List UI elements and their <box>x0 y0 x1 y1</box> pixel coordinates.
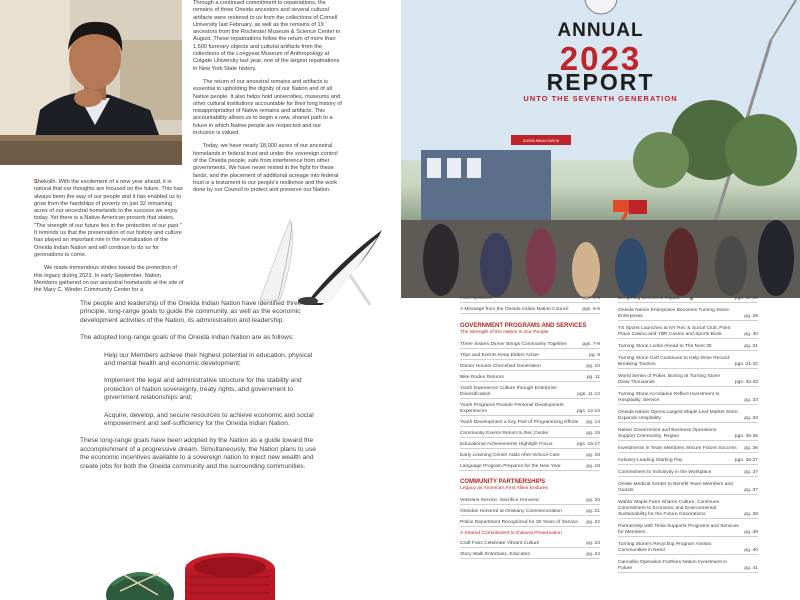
toc-page: pg. 15 <box>586 431 600 436</box>
toc-row[interactable] <box>618 356 758 369</box>
toc-row[interactable] <box>618 326 758 339</box>
toc-title: TS Sports Launches at NY Rec & Social Club, Point Place Casino and YBR Casino and Sports Book <box>618 326 731 337</box>
toc-row[interactable] <box>460 307 600 314</box>
cover-subtitle: UNTO THE SEVENTH GENERATION <box>523 94 678 103</box>
drop-cap: S <box>34 179 38 185</box>
toc-page: pg. 30 <box>744 332 758 337</box>
toc-title: Turning Stone Accolades Reflect Investment In Hospitality, Service <box>618 392 720 403</box>
letter-paragraph: The return of our ancestral remains and artifacts is essential to upholding the dignity of our Nation and of all Native people. It also helps hold universities, museums and other cultural institutions accountable for their long history of misappropriation of Native remains and artifacts. This accountability allows us to begin a new, shared path to a future in which Native people are respected and our inclusion is valued. <box>193 78 342 137</box>
toc-row[interactable] <box>460 552 600 559</box>
toc-page: pg. 37 <box>744 488 758 493</box>
toc-title: Partnership with Tesla Supports Programs and Services for Members <box>618 524 739 535</box>
toc-row[interactable] <box>618 410 758 423</box>
toc-row[interactable] <box>460 464 600 471</box>
toc-row[interactable] <box>460 520 600 527</box>
toc-row[interactable] <box>460 364 600 371</box>
toc-row[interactable] <box>460 403 600 416</box>
toc-page: pg. 29 <box>744 314 758 319</box>
building-banner: ONEIDA INDIAN NATION <box>522 139 560 143</box>
toc-column-1 <box>460 296 600 563</box>
toc-title: Language Program Prepares for the New Year <box>460 464 561 469</box>
toc-row[interactable] <box>618 428 758 441</box>
toc-title: Industry-Leading Starting Pay <box>618 458 683 463</box>
toc-title: Commitment to Inclusivity in the Workplace <box>618 470 712 475</box>
toc-title: Youth Programs Provide Personal Development Experiences <box>460 403 564 414</box>
seal-text <box>577 0 625 1</box>
toc-title: Community Events Return to Rec Center <box>460 431 549 436</box>
toc-title: Story Walk Entertains, Educates <box>460 552 530 557</box>
letter-opening <box>34 179 184 259</box>
toc-row[interactable] <box>618 470 758 477</box>
toc-page: pgs. 36-37 <box>734 458 758 463</box>
toc-page: pgs. 12-14 <box>576 409 600 414</box>
portrait-illustration <box>0 0 182 165</box>
toc-page: pg. 36 <box>744 446 758 451</box>
toc-row[interactable] <box>618 542 758 555</box>
long-range-goals <box>80 300 320 480</box>
toc-page: pgs. 28-29 <box>734 296 758 301</box>
toc-title: Oneida Nation Enterprises Becomes Turning Stone Enterprises <box>618 308 729 319</box>
toc-title: Wahta' Maple Farm Shares Culture, Continues Commitment to Economic and Environmental Sustainability for the Future Generations <box>618 500 720 517</box>
toc-row[interactable] <box>618 344 758 351</box>
toc-title: A Shared Commitment to Cultural Preservation <box>460 531 562 536</box>
letter-paragraph: Through a continued commitment to repatriations, the remains of three Oneida ancestors and several cultural artifacts were restored to us from the collections of Cornell University last February, as well as the remains of 19 ancestors from the Rochester Museum & Science Center in August. These repatriations follow the return of more than 1,500 funerary objects and cultural artifacts from the collections of the Longyear Museum of Anthropology at Colgate University last year, one of the largest repatriations in New York State history. <box>193 0 341 72</box>
letter-paragraph: We made tremendous strides toward the protection of this legacy during 2023. In early September, Nation Members gathered on our ancestral homelands at the site of the Mary C. Winder Community Center for a <box>34 265 184 294</box>
toc-page: pg. 40 <box>744 548 758 553</box>
toc-title: Police Department Recognized for 30 Years of Service <box>460 520 578 525</box>
letter-left-column <box>34 179 184 300</box>
toc-title: Oneida Nation Opens Largest Maple Leaf Market Store, Expands Hospitality <box>618 410 739 421</box>
toc-section-rows <box>460 498 600 559</box>
toc-title: Turning Stone Golf Continues to Help Drive Record-Breaking Tourism <box>618 356 731 367</box>
toc-page: pg. 22 <box>586 520 600 525</box>
toc-title: Nation Government and Business Operations Support Community, Region <box>618 428 717 439</box>
toc-row[interactable] <box>618 500 758 519</box>
cover-title-annual: ANNUAL <box>557 20 644 41</box>
toc-row[interactable] <box>618 392 758 405</box>
toc-title: World Series of Poker, Boxing at Turning Stone Draw Thousands <box>618 374 721 385</box>
toc-title: Three Sisters Dinner Brings Community Together <box>460 342 567 347</box>
portrait-photo <box>0 0 182 165</box>
toc-title: Investments in Team Members Secure Future Success <box>618 446 737 451</box>
letter-paragraph: Today, we have nearly 18,000 acres of our ancestral homelands in federal trust and under the sovereign control of the Oneida people, safe from interference from other governments. We have never rested in the fight for these lands, and the placement of additional acreage into federal trust is a testament to our people's resilience and the work done by our Council to protect and preserve our Nation. <box>193 143 339 194</box>
toc-title: Trips and Events Keep Elders Active <box>460 353 539 358</box>
toc-title: Veterans Service, Sacrifice Honored <box>460 498 539 503</box>
toc-page: pg. 24 <box>586 552 600 557</box>
toc-page: pgs. 35-36 <box>734 434 758 439</box>
toc-page: pg. 41 <box>744 566 758 571</box>
toc-page: pg. 31 <box>744 344 758 349</box>
toc-page: pg. 14 <box>586 420 600 425</box>
toc-row[interactable] <box>460 541 600 548</box>
toc-title: Educational Achievements Highlight Focus <box>460 442 553 447</box>
toc-page: pg. 18 <box>586 464 600 469</box>
toc-row[interactable] <box>618 308 758 321</box>
toc-section-heading: COMMUNITY PARTNERSHIPS <box>460 479 546 485</box>
toc-row[interactable] <box>618 446 758 453</box>
toc-row[interactable] <box>618 458 758 465</box>
toc-row[interactable] <box>460 296 600 303</box>
toc-row[interactable] <box>460 386 600 399</box>
toc-page: pg. 39 <box>744 530 758 535</box>
toc-title: A Message from the Oneida Indian Nation Council <box>460 307 569 312</box>
letter-right-column <box>193 0 343 200</box>
toc-page: pg. 21 <box>586 509 600 514</box>
toc-title: Brings Big Economic Impact <box>618 296 680 301</box>
goals-closing: These long-range goals have been adopted by the Nation as a guide toward the accomplishment of a progressive dream. Simultaneously, the Nation plans to use the economic incentives available to a sovereign nation to inject new wealth and create jobs for both the Oneida community and the surrounding communities. <box>80 437 316 470</box>
toc-row[interactable] <box>460 442 600 449</box>
toc-page: pg. 38 <box>744 512 758 517</box>
toc-title: Craft Fairs Celebrate Vibrant Culture <box>460 541 540 546</box>
toc-section-heading: GOVERNMENT PROGRAMS AND SERVICES <box>460 323 587 329</box>
toc-section-rows <box>460 342 600 471</box>
toc-page: pg. 11 <box>586 375 600 380</box>
toc-row[interactable] <box>460 509 600 516</box>
toc-page: pg. 9 <box>589 353 600 358</box>
toc-page: pgs. 31-32 <box>734 362 758 367</box>
toc-title: Cannabis Operation Furthers Nation Investment in Future <box>618 560 728 571</box>
toc-row[interactable] <box>460 453 600 460</box>
baskets-illustration <box>100 525 290 600</box>
toc-title: Turning Stone Looks Ahead to The Next 30 <box>618 344 712 349</box>
letter-opening-text: hekolih. With the excitement of a new year ahead, it is natural that our thoughts are focused on the future. This has always been the way of our people and it has enabled us to grow from the hardships of poverty on just 32 remaining acres of our ancestral homelands to the success we enjoy today. Yet there is a Native American proverb that states, "The strength of our future lies in the protection of our past." It reminds us that the preservation of our history and culture has played an important role in the revitalization of the Oneida Indian Nation and will continue to do so for generations to come. <box>34 179 183 258</box>
toc-row[interactable] <box>460 531 600 537</box>
toc-row[interactable] <box>460 498 600 505</box>
goals-adopted: The adopted long-range goals of the Oneida Indian Nation are as follows: <box>80 334 295 342</box>
toc-section-subheading: Legacy as America's First Allies Endures <box>460 486 548 491</box>
annual-report-cover <box>401 0 800 298</box>
toc-row[interactable] <box>460 375 600 382</box>
toc-page: pgs. 7-9 <box>582 342 600 347</box>
toc-page: pg. 20 <box>586 498 600 503</box>
toc-row[interactable] <box>618 374 758 387</box>
toc-row[interactable] <box>618 560 758 573</box>
cover-title-year: 2023 <box>559 40 642 77</box>
toc-page: pg. 18 <box>586 453 600 458</box>
toc-section-subheading: The Strength of the Nation is Our People <box>460 330 549 335</box>
toc-title: Dinner Honors Cherished Generation <box>460 364 541 369</box>
toc-row[interactable] <box>460 353 600 360</box>
goal-item: Acquire, develop, and secure resources to achieve economic and social empowerment and self-sufficiency for the Oneida Indian Nation. <box>104 411 314 428</box>
toc-row[interactable] <box>460 431 600 438</box>
toc-row[interactable] <box>618 524 758 537</box>
toc-page: pg. 10 <box>586 364 600 369</box>
toc-page: pgs. 3-4 <box>582 296 600 301</box>
toc-rows <box>618 296 758 573</box>
toc-title: Onsite Medical Center to Benefit Team Members and Guests <box>618 482 733 493</box>
toc-page: pg. 33 <box>744 398 758 403</box>
toc-page: pg. 33 <box>744 416 758 421</box>
toc-page: pg. 23 <box>586 541 600 546</box>
goals-intro: The people and leadership of the Oneida Indian Nation have identified three principle, long-range goals to guide the community, as well as the economic development activities of the Nation, its administration and leadership. <box>80 300 302 324</box>
toc-title: Early Learning Center Adds After-School Care <box>460 453 560 458</box>
toc-page: pg. 37 <box>744 470 758 475</box>
cover-title-report: REPORT <box>546 69 655 95</box>
toc-column-2 <box>618 296 758 578</box>
toc-row[interactable] <box>618 482 758 495</box>
toc-title: Past Injustices <box>460 296 492 301</box>
feather-illustration <box>250 215 390 305</box>
toc-page: pgs. 15-17 <box>576 442 600 447</box>
toc-title: Bike Rodeo Returns <box>460 375 504 380</box>
toc-row[interactable] <box>460 342 600 349</box>
toc-title: Oneidas Honored at Oriskany Commemoration <box>460 509 562 514</box>
toc-page: pgs. 11-12 <box>577 392 600 397</box>
toc-title: Turning Stone's Recycling Program Assists Communities in Need <box>618 542 712 553</box>
toc-title: Youth Development a Key Part of Programming Efforts <box>460 420 579 425</box>
toc-page: pgs. 5-6 <box>582 307 600 312</box>
goal-item: Help our Members achieve their highest potential in education, physical and mental health and economic development; <box>104 351 313 368</box>
toc-title: Youth Experience Culture through Enterprise Diversification <box>460 386 557 397</box>
toc-row[interactable] <box>460 420 600 427</box>
toc-page: pgs. 32-33 <box>734 380 758 385</box>
goal-item: Implement the legal and administrative structure for the stability and protection of Nation sovereignty, treaty rights, and government to government relationships and; <box>104 377 302 402</box>
toc-row[interactable] <box>618 296 758 303</box>
